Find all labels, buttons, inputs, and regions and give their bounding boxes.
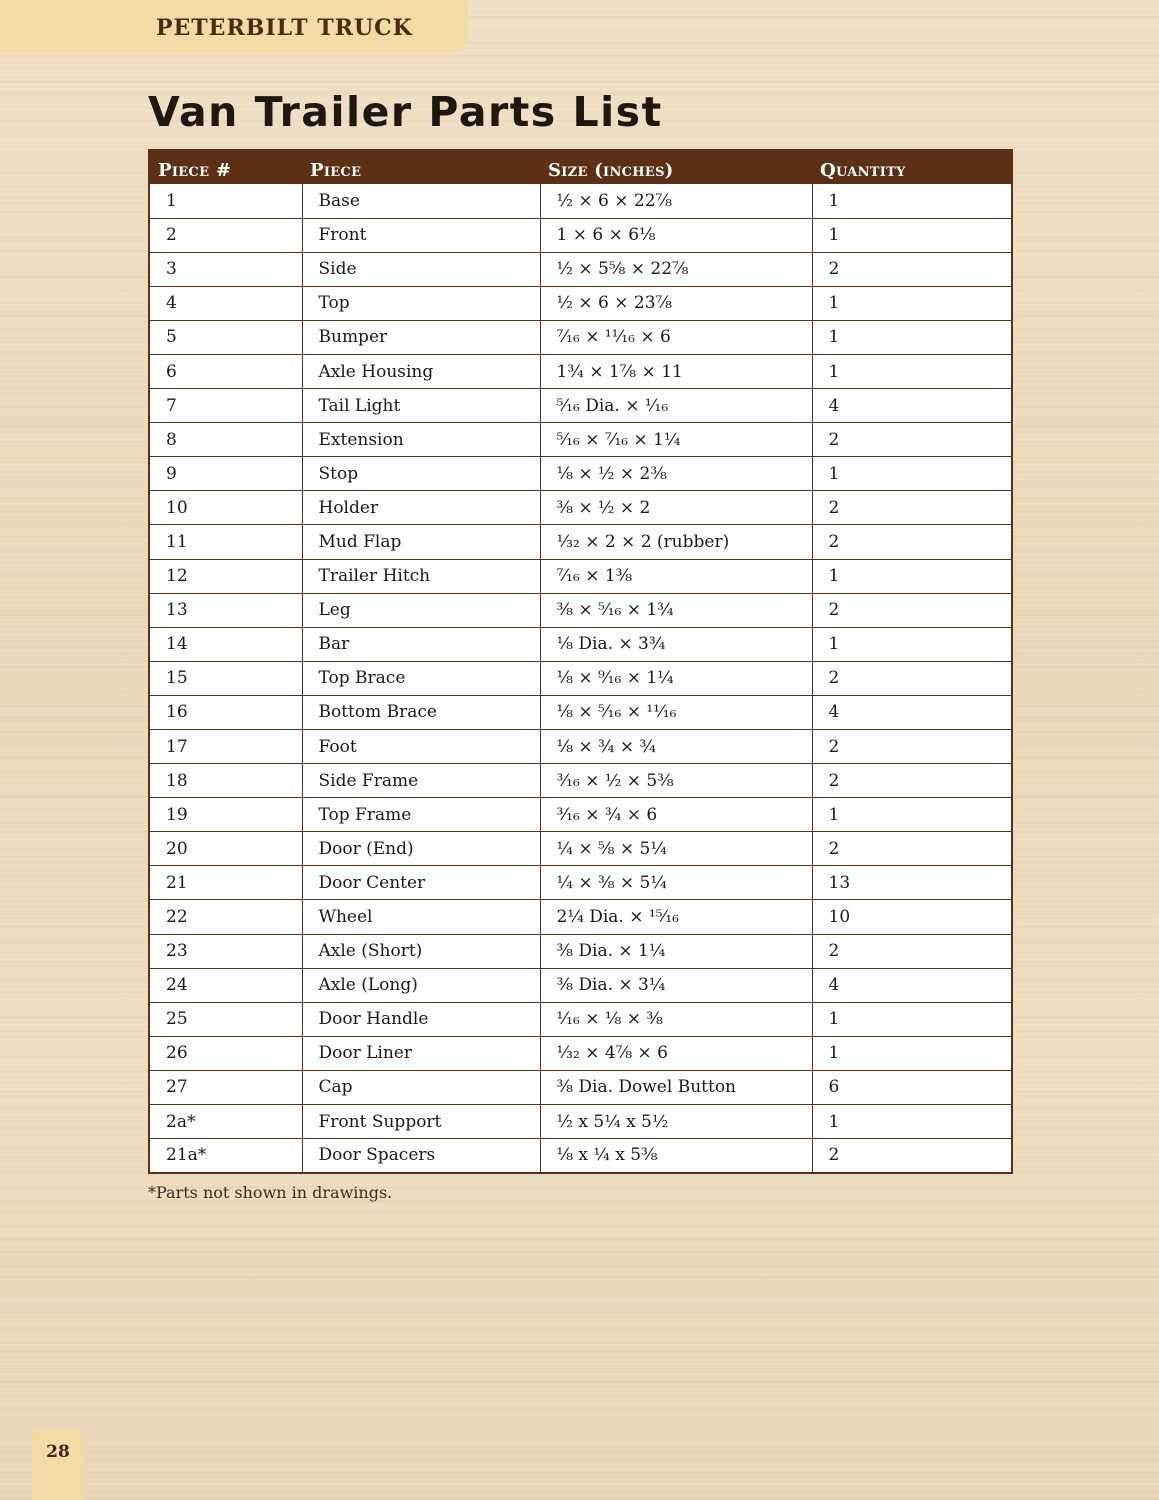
cell-piece-name: Extension: [302, 423, 540, 457]
table-row: [149, 798, 1012, 832]
cell-piece-name: Axle Housing: [302, 354, 540, 388]
cell-piece-name: Axle (Short): [302, 934, 540, 968]
cell-piece-number: 8: [149, 423, 302, 457]
column-header-piece-number: Piece #: [158, 159, 232, 181]
cell-piece-name: Door (End): [302, 832, 540, 866]
cell-size: ¼ × ⅝ × 5¼: [540, 832, 812, 866]
cell-piece-number: 1: [166, 190, 177, 211]
cell-piece-name: Base: [302, 184, 540, 218]
section-header-tab: [0, 0, 468, 52]
cell-quantity: 6: [812, 1070, 1012, 1104]
cell-size: ¹⁄₃₂ × 2 × 2 (rubber): [540, 525, 812, 559]
table-body: [149, 184, 1012, 1173]
cell-quantity: 1: [812, 184, 1012, 218]
table-row: [149, 968, 1012, 1002]
cell-size: ⅛ × ½ × 2⅜: [540, 457, 812, 491]
page-number-tab: [32, 1430, 84, 1500]
table-row: [149, 1002, 1012, 1036]
cell-size: 1 × 6 × 6⅛: [540, 218, 812, 252]
cell-quantity: 1: [812, 286, 1012, 320]
cell-piece-name: Wheel: [302, 900, 540, 934]
table-row: [149, 525, 1012, 559]
cell-piece-number: 4: [149, 286, 302, 320]
page-number: 28: [46, 1442, 70, 1462]
cell-size: ⅜ × ⁵⁄₁₆ × 1¾: [540, 593, 812, 627]
cell-piece-number: 18: [149, 764, 302, 798]
cell-quantity: 1: [812, 354, 1012, 388]
cell-size: ½ × 6 × 23⅞: [540, 286, 812, 320]
column-header-size: Size (inches): [548, 159, 674, 181]
cell-size: ¼ × ⅜ × 5¼: [540, 866, 812, 900]
cell-piece-number: 17: [149, 730, 302, 764]
cell-size: ³⁄₁₆ × ½ × 5⅜: [540, 764, 812, 798]
cell-quantity: 1: [812, 1002, 1012, 1036]
cell-size: ⅜ Dia. × 3¼: [540, 968, 812, 1002]
cell-size: ⅜ Dia. Dowel Button: [540, 1070, 812, 1104]
table-row: [149, 252, 1012, 286]
cell-piece-number: 11: [149, 525, 302, 559]
table-header-row: [149, 150, 1012, 184]
table-row: [149, 695, 1012, 729]
cell-quantity: 1: [812, 798, 1012, 832]
cell-size: ⁷⁄₁₆ × 1⅜: [540, 559, 812, 593]
cell-size: ¹⁄₃₂ × 4⅞ × 6: [540, 1036, 812, 1070]
cell-piece-name: Trailer Hitch: [302, 559, 540, 593]
cell-size: 1¾ × 1⅞ × 11: [540, 354, 812, 388]
table-row: [149, 286, 1012, 320]
cell-size: ⁷⁄₁₆ × ¹¹⁄₁₆ × 6: [540, 320, 812, 354]
cell-piece-name: Leg: [302, 593, 540, 627]
cell-piece-name: Top: [302, 286, 540, 320]
cell-quantity: 13: [812, 866, 1012, 900]
cell-piece-name: Axle (Long): [302, 968, 540, 1002]
cell-size: ⁵⁄₁₆ × ⁷⁄₁₆ × 1¼: [540, 423, 812, 457]
cell-quantity: 4: [812, 389, 1012, 423]
cell-quantity: 2: [812, 525, 1012, 559]
table-row: [149, 559, 1012, 593]
table-row: [149, 320, 1012, 354]
cell-piece-number: 10: [149, 491, 302, 525]
table-row: [149, 1036, 1012, 1070]
parts-table: [148, 149, 1013, 1174]
table-row: [149, 661, 1012, 695]
table-row: [149, 389, 1012, 423]
column-header-quantity: Quantity: [820, 159, 906, 181]
cell-quantity: 1: [812, 218, 1012, 252]
cell-quantity: 1: [812, 627, 1012, 661]
footnote: *Parts not shown in drawings.: [148, 1183, 393, 1202]
cell-piece-name: Bumper: [302, 320, 540, 354]
cell-piece-number: 21: [149, 866, 302, 900]
cell-size: ½ × 6 × 22⅞: [540, 184, 812, 218]
table-row: [149, 1105, 1012, 1139]
cell-piece-name: Tail Light: [302, 389, 540, 423]
cell-piece-number: 16: [149, 695, 302, 729]
cell-piece-number: 12: [149, 559, 302, 593]
table-row: [149, 934, 1012, 968]
cell-size: ⅛ Dia. × 3¾: [540, 627, 812, 661]
cell-piece-name: Foot: [302, 730, 540, 764]
cell-piece-number: 25: [149, 1002, 302, 1036]
cell-piece-number: 13: [149, 593, 302, 627]
cell-quantity: 2: [812, 1139, 1012, 1173]
table-row: [149, 423, 1012, 457]
cell-size: ⁵⁄₁₆ Dia. × ¹⁄₁₆: [540, 389, 812, 423]
cell-piece-name: Door Center: [302, 866, 540, 900]
cell-piece-name: Top Brace: [302, 661, 540, 695]
cell-quantity: 2: [812, 423, 1012, 457]
table-row: [149, 457, 1012, 491]
table-row: [149, 866, 1012, 900]
table-row: [149, 627, 1012, 661]
cell-size: ¹⁄₁₆ × ⅛ × ⅜: [540, 1002, 812, 1036]
cell-piece-number: 7: [149, 389, 302, 423]
cell-size: ⅛ × ⁵⁄₁₆ × ¹¹⁄₁₆: [540, 695, 812, 729]
cell-quantity: 4: [812, 695, 1012, 729]
cell-piece-name: Door Liner: [302, 1036, 540, 1070]
cell-piece-number: 5: [149, 320, 302, 354]
cell-quantity: 2: [812, 764, 1012, 798]
cell-piece-name: Door Handle: [302, 1002, 540, 1036]
table-row: [149, 491, 1012, 525]
table-row: [149, 730, 1012, 764]
cell-piece-number: 19: [149, 798, 302, 832]
cell-quantity: 4: [812, 968, 1012, 1002]
cell-quantity: 2: [812, 934, 1012, 968]
table-row: [149, 218, 1012, 252]
table-row: [149, 900, 1012, 934]
cell-piece-name: Door Spacers: [302, 1139, 540, 1173]
table-row: [149, 184, 1012, 218]
cell-quantity: 1: [812, 559, 1012, 593]
cell-size: ⅛ × ¾ × ¾: [540, 730, 812, 764]
cell-piece-number: 21a*: [149, 1139, 302, 1173]
cell-piece-number: 22: [149, 900, 302, 934]
table-row: [149, 1070, 1012, 1104]
column-header-piece: Piece: [310, 159, 362, 181]
cell-size: ½ × 5⅝ × 22⅞: [540, 252, 812, 286]
cell-size: ½ x 5¼ x 5½: [540, 1105, 812, 1139]
cell-quantity: 1: [812, 1036, 1012, 1070]
section-label: PETERBILT TRUCK: [156, 15, 413, 41]
cell-piece-number: 24: [149, 968, 302, 1002]
table-row: [149, 354, 1012, 388]
cell-piece-number: 23: [149, 934, 302, 968]
cell-size: 2¼ Dia. × ¹⁵⁄₁₆: [540, 900, 812, 934]
cell-piece-number: 9: [149, 457, 302, 491]
cell-piece-name: Front Support: [302, 1105, 540, 1139]
cell-piece-number: 27: [149, 1070, 302, 1104]
cell-piece-number: 3: [149, 252, 302, 286]
cell-quantity: 2: [812, 252, 1012, 286]
cell-piece-number: 15: [149, 661, 302, 695]
cell-piece-number: 14: [149, 627, 302, 661]
cell-piece-number: 2a*: [149, 1105, 302, 1139]
cell-quantity: 2: [812, 661, 1012, 695]
cell-size: ⅛ × ⁹⁄₁₆ × 1¼: [540, 661, 812, 695]
cell-piece-number: 6: [149, 354, 302, 388]
cell-size: ³⁄₁₆ × ¾ × 6: [540, 798, 812, 832]
cell-piece-name: Holder: [302, 491, 540, 525]
cell-quantity: 1: [812, 320, 1012, 354]
cell-piece-number: 2: [149, 218, 302, 252]
cell-piece-name: Top Frame: [302, 798, 540, 832]
cell-quantity: 2: [812, 730, 1012, 764]
cell-piece-number: 26: [149, 1036, 302, 1070]
cell-size: ⅜ × ½ × 2: [540, 491, 812, 525]
table-row: [149, 764, 1012, 798]
cell-piece-name: Bar: [302, 627, 540, 661]
table-row: [149, 593, 1012, 627]
cell-size: ⅜ Dia. × 1¼: [540, 934, 812, 968]
cell-size: ⅛ x ¼ x 5⅜: [540, 1139, 812, 1173]
cell-piece-name: Mud Flap: [302, 525, 540, 559]
table-row: [149, 832, 1012, 866]
cell-piece-name: Stop: [302, 457, 540, 491]
cell-quantity: 2: [812, 491, 1012, 525]
cell-quantity: 1: [812, 1105, 1012, 1139]
page-title: Van Trailer Parts List: [148, 88, 663, 136]
cell-quantity: 10: [812, 900, 1012, 934]
cell-piece-name: Side Frame: [302, 764, 540, 798]
cell-piece-name: Side: [302, 252, 540, 286]
cell-piece-name: Bottom Brace: [302, 695, 540, 729]
table-row: [149, 1139, 1012, 1173]
cell-piece-name: Cap: [302, 1070, 540, 1104]
cell-piece-number: 20: [149, 832, 302, 866]
cell-quantity: 1: [812, 457, 1012, 491]
cell-quantity: 2: [812, 832, 1012, 866]
cell-piece-name: Front: [302, 218, 540, 252]
cell-quantity: 2: [812, 593, 1012, 627]
